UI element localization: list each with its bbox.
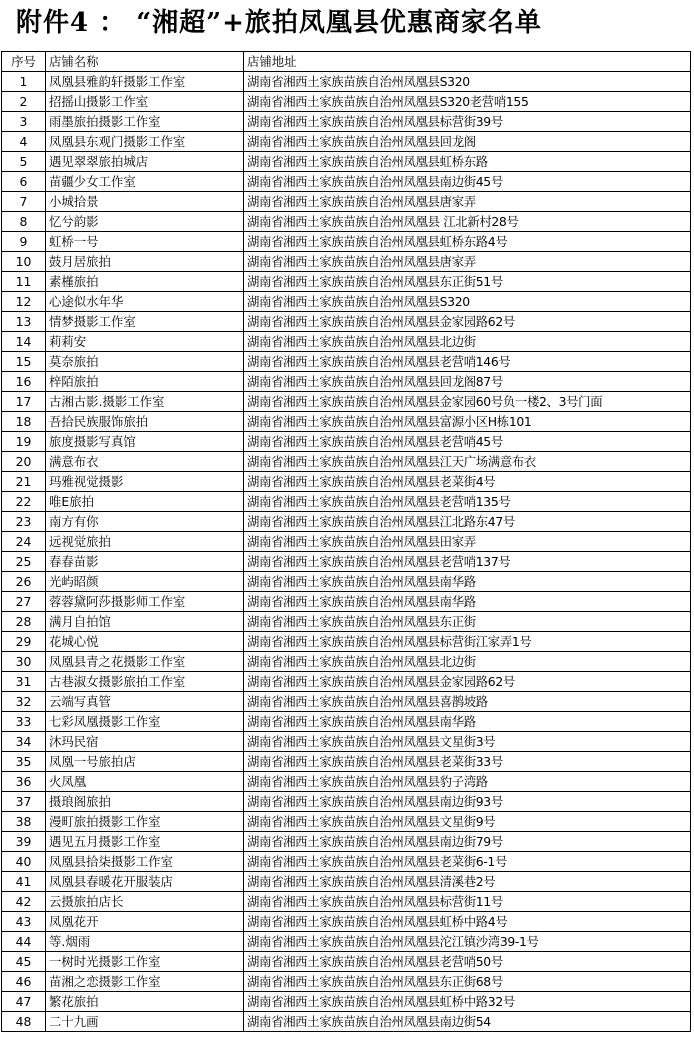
store-name-cell: 等.烟雨 (46, 932, 244, 952)
table-row (2, 892, 691, 912)
serial-number-cell: 20 (2, 452, 46, 472)
store-address-cell: 湖南省湘西土家族苗族自治州凤凰县虹桥东路4号 (244, 232, 691, 252)
table-row (2, 472, 691, 492)
store-name-cell: 满意布衣 (46, 452, 244, 472)
store-name-cell: 远视觉旅拍 (46, 532, 244, 552)
merchant-table (1, 51, 691, 1032)
serial-number-cell: 7 (2, 192, 46, 212)
store-address-cell: 湖南省湘西土家族苗族自治州凤凰县东正街 (244, 612, 691, 632)
table-row (2, 192, 691, 212)
table-row (2, 232, 691, 252)
serial-number-cell: 26 (2, 572, 46, 592)
store-name-cell: 凤凰县雅韵轩摄影工作室 (46, 72, 244, 92)
store-address-cell: 湖南省湘西土家族苗族自治州凤凰县回龙阁87号 (244, 372, 691, 392)
store-name-cell: 小城拾景 (46, 192, 244, 212)
store-name-cell: 沐玛民宿 (46, 732, 244, 752)
serial-number-cell: 21 (2, 472, 46, 492)
serial-number-cell: 45 (2, 952, 46, 972)
header-serial-number: 序号 (2, 52, 46, 72)
serial-number-cell: 25 (2, 552, 46, 572)
table-row (2, 752, 691, 772)
serial-number-cell: 2 (2, 92, 46, 112)
table-row (2, 612, 691, 632)
serial-number-cell: 5 (2, 152, 46, 172)
store-address-cell: 湖南省湘西土家族苗族自治州凤凰县江天广场满意布衣 (244, 452, 691, 472)
store-name-cell: 古湘古影.摄影工作室 (46, 392, 244, 412)
store-name-cell: 花城心悦 (46, 632, 244, 652)
table-row (2, 152, 691, 172)
store-address-cell: 湖南省湘西土家族苗族自治州凤凰县田家弄 (244, 532, 691, 552)
store-address-cell: 湖南省湘西土家族苗族自治州凤凰县老营哨146号 (244, 352, 691, 372)
store-name-cell: 繁花旅拍 (46, 992, 244, 1012)
store-address-cell: 湖南省湘西土家族苗族自治州凤凰县南华路 (244, 712, 691, 732)
serial-number-cell: 38 (2, 812, 46, 832)
store-address-cell: 湖南省湘西土家族苗族自治州凤凰县文星街3号 (244, 732, 691, 752)
store-address-cell: 湖南省湘西土家族苗族自治州凤凰县南华路 (244, 572, 691, 592)
store-address-cell: 湖南省湘西土家族苗族自治州凤凰县豹子湾路 (244, 772, 691, 792)
serial-number-cell: 40 (2, 852, 46, 872)
store-name-cell: 凤凰县春暖花开服装店 (46, 872, 244, 892)
serial-number-cell: 34 (2, 732, 46, 752)
serial-number-cell: 10 (2, 252, 46, 272)
store-address-cell: 湖南省湘西土家族苗族自治州凤凰县南边街45号 (244, 172, 691, 192)
store-name-cell: 苗湘之恋摄影工作室 (46, 972, 244, 992)
store-name-cell: 火凤凰 (46, 772, 244, 792)
serial-number-cell: 6 (2, 172, 46, 192)
store-name-cell: 雨墨旅拍摄影工作室 (46, 112, 244, 132)
store-address-cell: 湖南省湘西土家族苗族自治州凤凰县南华路 (244, 592, 691, 612)
serial-number-cell: 43 (2, 912, 46, 932)
store-name-cell: 春春苗影 (46, 552, 244, 572)
store-address-cell: 湖南省湘西土家族苗族自治州凤凰县老营哨135号 (244, 492, 691, 512)
serial-number-cell: 18 (2, 412, 46, 432)
store-address-cell: 湖南省湘西土家族苗族自治州凤凰县标营街11号 (244, 892, 691, 912)
serial-number-cell: 32 (2, 692, 46, 712)
table-row (2, 332, 691, 352)
serial-number-cell: 46 (2, 972, 46, 992)
store-address-cell: 湖南省湘西土家族苗族自治州凤凰县标营街39号 (244, 112, 691, 132)
serial-number-cell: 44 (2, 932, 46, 952)
store-name-cell: 玛雅视觉摄影 (46, 472, 244, 492)
store-name-cell: 云摄旅拍店长 (46, 892, 244, 912)
serial-number-cell: 15 (2, 352, 46, 372)
store-address-cell: 湖南省湘西土家族苗族自治州凤凰县东正街68号 (244, 972, 691, 992)
table-row (2, 452, 691, 472)
serial-number-cell: 29 (2, 632, 46, 652)
table-row (2, 812, 691, 832)
store-address-cell: 湖南省湘西土家族苗族自治州凤凰县唐家弄 (244, 192, 691, 212)
table-row (2, 932, 691, 952)
store-address-cell: 湖南省湘西土家族苗族自治州凤凰县东正街51号 (244, 272, 691, 292)
table-row (2, 552, 691, 572)
table-row (2, 392, 691, 412)
store-address-cell: 湖南省湘西土家族苗族自治州凤凰县唐家弄 (244, 252, 691, 272)
table-row (2, 632, 691, 652)
store-name-cell: 吾拾民族服饰旅拍 (46, 412, 244, 432)
store-address-cell: 湖南省湘西土家族苗族自治州凤凰县虹桥中路4号 (244, 912, 691, 932)
table-body (2, 72, 691, 1032)
table-row (2, 592, 691, 612)
table-row (2, 912, 691, 932)
store-address-cell: 湖南省湘西土家族苗族自治州凤凰县金家园路62号 (244, 672, 691, 692)
table-row (2, 352, 691, 372)
store-address-cell: 湖南省湘西土家族苗族自治州凤凰县老营哨45号 (244, 432, 691, 452)
store-address-cell: 湖南省湘西土家族苗族自治州凤凰县 江北新村28号 (244, 212, 691, 232)
store-address-cell: 湖南省湘西土家族苗族自治州凤凰县南边街54 (244, 1012, 691, 1032)
header-store-name: 店铺名称 (46, 52, 244, 72)
serial-number-cell: 14 (2, 332, 46, 352)
store-name-cell: 二十九画 (46, 1012, 244, 1032)
serial-number-cell: 28 (2, 612, 46, 632)
store-address-cell: 湖南省湘西土家族苗族自治州凤凰县文星街9号 (244, 812, 691, 832)
store-name-cell: 蓉蓉黛阿莎摄影师工作室 (46, 592, 244, 612)
store-name-cell: 遇见五月摄影工作室 (46, 832, 244, 852)
store-address-cell: 湖南省湘西土家族苗族自治州凤凰县老营哨137号 (244, 552, 691, 572)
serial-number-cell: 17 (2, 392, 46, 412)
store-address-cell: 湖南省湘西土家族苗族自治州凤凰县S320老营哨155 (244, 92, 691, 112)
table-row (2, 212, 691, 232)
store-name-cell: 情梦摄影工作室 (46, 312, 244, 332)
store-address-cell: 湖南省湘西土家族苗族自治州凤凰县老菜街6-1号 (244, 852, 691, 872)
table-row (2, 252, 691, 272)
table-row (2, 852, 691, 872)
store-name-cell: 凤凰花开 (46, 912, 244, 932)
serial-number-cell: 13 (2, 312, 46, 332)
serial-number-cell: 16 (2, 372, 46, 392)
table-row (2, 412, 691, 432)
serial-number-cell: 48 (2, 1012, 46, 1032)
header-store-address: 店铺地址 (244, 52, 691, 72)
table-row (2, 312, 691, 332)
serial-number-cell: 23 (2, 512, 46, 532)
table-row (2, 692, 691, 712)
store-name-cell: 一树时光摄影工作室 (46, 952, 244, 972)
serial-number-cell: 35 (2, 752, 46, 772)
store-address-cell: 湖南省湘西土家族苗族自治州凤凰县富源小区H栋101 (244, 412, 691, 432)
serial-number-cell: 42 (2, 892, 46, 912)
table-row (2, 992, 691, 1012)
store-address-cell: 湖南省湘西土家族苗族自治州凤凰县标营街江家弄1号 (244, 632, 691, 652)
serial-number-cell: 30 (2, 652, 46, 672)
serial-number-cell: 47 (2, 992, 46, 1012)
store-name-cell: 遇见翠翠旅拍城店 (46, 152, 244, 172)
store-address-cell: 湖南省湘西土家族苗族自治州凤凰县清溪巷2号 (244, 872, 691, 892)
table-row (2, 292, 691, 312)
store-name-cell: 素槿旅拍 (46, 272, 244, 292)
store-name-cell: 招摇山摄影工作室 (46, 92, 244, 112)
table-row (2, 652, 691, 672)
store-name-cell: 苗疆少女工作室 (46, 172, 244, 192)
table-row (2, 432, 691, 452)
serial-number-cell: 11 (2, 272, 46, 292)
store-name-cell: 云端写真管 (46, 692, 244, 712)
store-name-cell: 七彩凤凰摄影工作室 (46, 712, 244, 732)
store-name-cell: 凤凰县东观门摄影工作室 (46, 132, 244, 152)
store-name-cell: 凤凰县青之花摄影工作室 (46, 652, 244, 672)
store-name-cell: 旅度摄影写真馆 (46, 432, 244, 452)
store-name-cell: 梓陌旅拍 (46, 372, 244, 392)
store-name-cell: 南方有你 (46, 512, 244, 532)
table-row (2, 112, 691, 132)
store-name-cell: 莫奈旅拍 (46, 352, 244, 372)
store-name-cell: 凤凰一号旅拍店 (46, 752, 244, 772)
store-address-cell: 湖南省湘西土家族苗族自治州凤凰县老菜街33号 (244, 752, 691, 772)
store-name-cell: 古巷淑女摄影旅拍工作室 (46, 672, 244, 692)
store-address-cell: 湖南省湘西土家族苗族自治州凤凰县南边街79号 (244, 832, 691, 852)
serial-number-cell: 36 (2, 772, 46, 792)
store-address-cell: 湖南省湘西土家族苗族自治州凤凰县S320 (244, 72, 691, 92)
serial-number-cell: 12 (2, 292, 46, 312)
store-address-cell: 湖南省湘西土家族苗族自治州凤凰县老营哨50号 (244, 952, 691, 972)
serial-number-cell: 4 (2, 132, 46, 152)
store-address-cell: 湖南省湘西土家族苗族自治州凤凰县老菜街4号 (244, 472, 691, 492)
table-row (2, 532, 691, 552)
table-row (2, 72, 691, 92)
serial-number-cell: 39 (2, 832, 46, 852)
store-address-cell: 湖南省湘西土家族苗族自治州凤凰县南边街93号 (244, 792, 691, 812)
table-row (2, 132, 691, 152)
serial-number-cell: 8 (2, 212, 46, 232)
store-address-cell: 湖南省湘西土家族苗族自治州凤凰县沱江镇沙湾39-1号 (244, 932, 691, 952)
table-row (2, 1012, 691, 1032)
store-name-cell: 漫町旅拍摄影工作室 (46, 812, 244, 832)
table-row (2, 672, 691, 692)
store-address-cell: 湖南省湘西土家族苗族自治州凤凰县虹桥中路32号 (244, 992, 691, 1012)
store-address-cell: 湖南省湘西土家族苗族自治州凤凰县回龙阁 (244, 132, 691, 152)
serial-number-cell: 3 (2, 112, 46, 132)
table-row (2, 512, 691, 532)
document-title: 附件4 ： “湘超”+旅拍凤凰县优惠商家名单 (16, 8, 542, 38)
store-address-cell: 湖南省湘西土家族苗族自治州凤凰县虹桥东路 (244, 152, 691, 172)
serial-number-cell: 24 (2, 532, 46, 552)
table-row (2, 732, 691, 752)
serial-number-cell: 9 (2, 232, 46, 252)
store-address-cell: 湖南省湘西土家族苗族自治州凤凰县金家园60号负一楼2、3号门面 (244, 392, 691, 412)
table-row (2, 272, 691, 292)
table-row (2, 972, 691, 992)
store-name-cell: 满月自拍馆 (46, 612, 244, 632)
store-address-cell: 湖南省湘西土家族苗族自治州凤凰县北边街 (244, 332, 691, 352)
serial-number-cell: 19 (2, 432, 46, 452)
table-row (2, 712, 691, 732)
store-name-cell: 唯E旅拍 (46, 492, 244, 512)
store-name-cell: 摄琅阁旅拍 (46, 792, 244, 812)
store-name-cell: 光屿昭颜 (46, 572, 244, 592)
table-header-row (2, 52, 691, 72)
store-name-cell: 凤凰县拾柒摄影工作室 (46, 852, 244, 872)
store-name-cell: 虹桥一号 (46, 232, 244, 252)
serial-number-cell: 41 (2, 872, 46, 892)
serial-number-cell: 27 (2, 592, 46, 612)
table-row (2, 832, 691, 852)
serial-number-cell: 1 (2, 72, 46, 92)
store-address-cell: 湖南省湘西土家族苗族自治州凤凰县江北路东47号 (244, 512, 691, 532)
store-address-cell: 湖南省湘西土家族苗族自治州凤凰县金家园路62号 (244, 312, 691, 332)
table-row (2, 492, 691, 512)
serial-number-cell: 31 (2, 672, 46, 692)
store-address-cell: 湖南省湘西土家族苗族自治州凤凰县北边街 (244, 652, 691, 672)
table-row (2, 952, 691, 972)
store-name-cell: 忆兮韵影 (46, 212, 244, 232)
table-row (2, 572, 691, 592)
table-row (2, 372, 691, 392)
store-name-cell: 心途似水年华 (46, 292, 244, 312)
table-row (2, 792, 691, 812)
table-row (2, 772, 691, 792)
serial-number-cell: 22 (2, 492, 46, 512)
store-address-cell: 湖南省湘西土家族苗族自治州凤凰县S320 (244, 292, 691, 312)
table-row (2, 172, 691, 192)
table-row (2, 92, 691, 112)
table-row (2, 872, 691, 892)
serial-number-cell: 33 (2, 712, 46, 732)
store-address-cell: 湖南省湘西土家族苗族自治州凤凰县喜鹊坡路 (244, 692, 691, 712)
serial-number-cell: 37 (2, 792, 46, 812)
store-name-cell: 莉莉安 (46, 332, 244, 352)
store-name-cell: 鼓月居旅拍 (46, 252, 244, 272)
